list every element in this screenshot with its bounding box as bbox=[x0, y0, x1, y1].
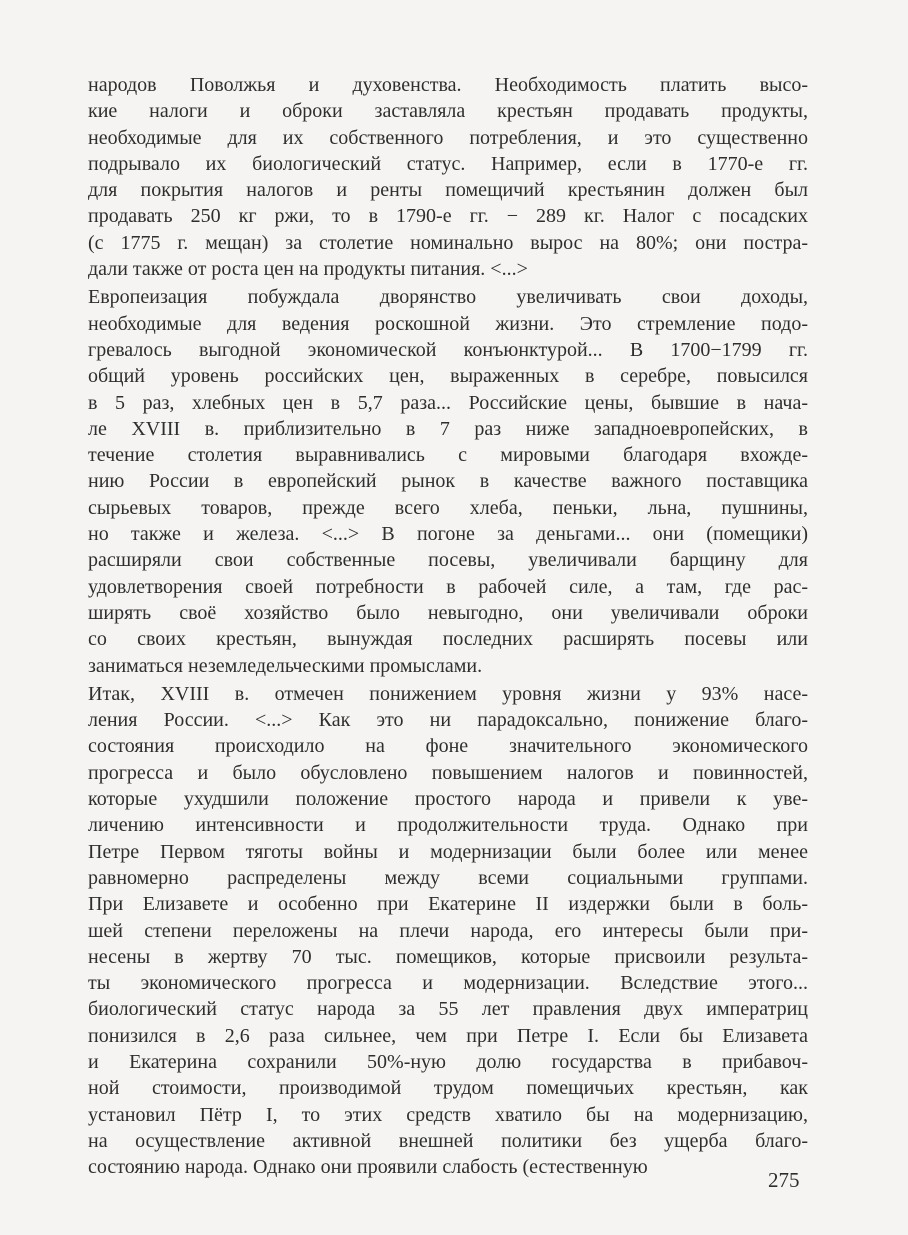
text-line: гревалось выгодной экономической конъюнктурой... В 1700−1799 гг. bbox=[88, 338, 808, 361]
text-line: необходимые для ведения роскошной жизни. Это стремление подо- bbox=[88, 312, 808, 335]
text-line: ной стоимости, производимой трудом помещичьих крестьян, как bbox=[88, 1077, 808, 1100]
text-line: расширяли свои собственные посевы, увеличивали барщину для bbox=[88, 549, 808, 572]
text-line: прогресса и было обусловлено повышением налогов и повинностей, bbox=[88, 761, 808, 784]
text-line: ты экономического прогресса и модернизации. Вследствие этого... bbox=[88, 972, 808, 995]
text-line: кие налоги и оброки заставляла крестьян продавать продукты, bbox=[88, 100, 808, 123]
text-line: сырьевых товаров, прежде всего хлеба, пеньки, льна, пушнины, bbox=[88, 496, 808, 519]
text-line: ления России. <...> Как это ни парадоксально, понижение благо- bbox=[88, 709, 808, 732]
text-line: подрывало их биологический статус. Например, если в 1770-е гг. bbox=[88, 152, 808, 175]
paragraph bbox=[88, 72, 808, 282]
text-line: в 5 раз, хлебных цен в 5,7 раза... Российские цены, бывшие в нача- bbox=[88, 391, 808, 414]
text-line: на осуществление активной внешней политики без ущерба благо- bbox=[88, 1129, 808, 1152]
text-line: нию России в европейский рынок в качестве важного поставщика bbox=[88, 470, 808, 493]
text-line: удовлетворения своей потребности в рабочей силе, а там, где рас- bbox=[88, 575, 808, 598]
text-line: При Елизавете и особенно при Екатерине II издержки были в боль- bbox=[88, 893, 808, 916]
text-line: ширять своё хозяйство было невыгодно, они увеличивали оброки bbox=[88, 601, 808, 624]
text-line: установил Пётр I, то этих средств хватило бы на модернизацию, bbox=[88, 1103, 808, 1126]
page-number: 275 bbox=[768, 1168, 800, 1192]
text-line: общий уровень российских цен, выраженных в серебре, повысился bbox=[88, 365, 808, 388]
text-line: течение столетия выравнивались с мировыми благодаря вхожде- bbox=[88, 444, 808, 467]
text-line: заниматься неземледельческими промыслами. bbox=[88, 654, 483, 677]
text-line: необходимые для их собственного потребления, и это существенно bbox=[88, 126, 808, 149]
text-line: народов Поволжья и духовенства. Необходимость платить высо- bbox=[88, 74, 808, 96]
text-line: и Екатерина сохранили 50%-ную долю государства в прибавоч- bbox=[88, 1050, 808, 1073]
text-line: (с 1775 г. мещан) за столетие номинально вырос на 80%; они постра- bbox=[88, 231, 808, 254]
text-line: Европеизация побуждала дворянство увеличивать свои доходы, bbox=[88, 286, 808, 309]
text-line: шей степени переложены на плечи народа, его интересы были при- bbox=[88, 919, 808, 942]
text-line: но также и железа. <...> В погоне за деньгами... они (помещики) bbox=[88, 523, 808, 546]
paragraph bbox=[88, 681, 808, 1181]
text-line: равномерно распределены между всеми социальными группами. bbox=[88, 866, 808, 889]
text-line: Петре Первом тяготы войны и модернизации были более или менее bbox=[88, 840, 808, 863]
text-line: личению интенсивности и продолжительности труда. Однако при bbox=[88, 814, 808, 837]
paragraph bbox=[88, 284, 808, 678]
text-line: понизился в 2,6 раза сильнее, чем при Петре I. Если бы Елизавета bbox=[88, 1024, 808, 1047]
text-line: Итак, XVIII в. отмечен понижением уровня жизни у 93% насе- bbox=[88, 682, 808, 705]
text-line: со своих крестьян, вынуждая последних расширять посевы или bbox=[88, 628, 808, 651]
text-line: дали также от роста цен на продукты питания. <...> bbox=[88, 258, 528, 281]
text-line: состоянию народа. Однако они проявили слабость (естественную bbox=[88, 1156, 648, 1179]
text-line: которые ухудшили положение простого народа и привели к уве- bbox=[88, 788, 808, 811]
text-line: ле XVIII в. приблизительно в 7 раз ниже западноевропейских, в bbox=[88, 417, 808, 440]
text-line: несены в жертву 70 тыс. помещиков, которые присвоили результа- bbox=[88, 945, 808, 968]
text-line: биологический статус народа за 55 лет правления двух императриц bbox=[88, 998, 808, 1021]
body-text bbox=[88, 72, 808, 1180]
text-line: для покрытия налогов и ренты помещичий крестьянин должен был bbox=[88, 179, 808, 202]
text-line: состояния происходило на фоне значительного экономического bbox=[88, 735, 808, 758]
text-line: продавать 250 кг ржи, то в 1790-е гг. − 289 кг. Налог с посадских bbox=[88, 205, 808, 228]
